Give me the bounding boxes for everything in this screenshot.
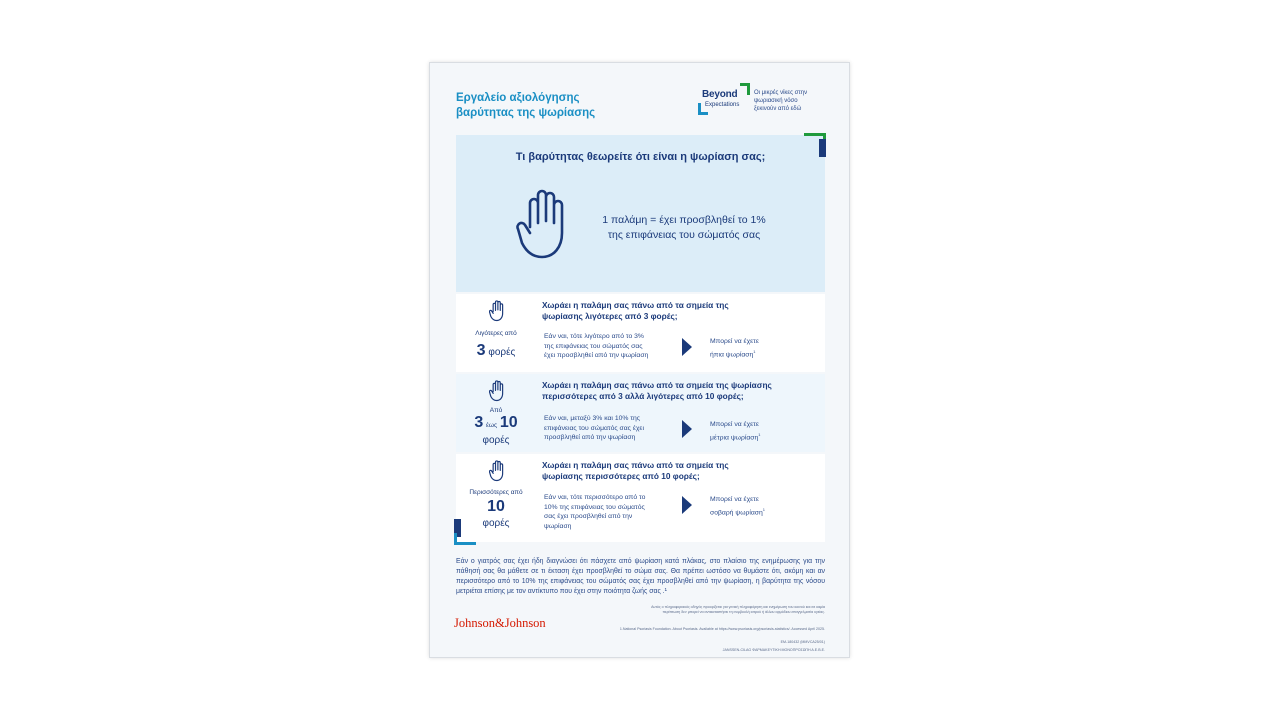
row-label-number-a: 3	[474, 414, 484, 431]
company-address: JANSSEN-CILAG ΦΑΡΜΑΚΕΥΤΙΚΗ ΜΟΝΟΠΡΟΣΩΠΗ Α.Ε.Β.Ε.	[722, 648, 825, 652]
row-label-count	[456, 498, 536, 516]
row-condition-line3: σας έχει προσβληθεί από την	[544, 513, 633, 520]
small-hand-icon	[489, 300, 505, 322]
hero-palm-rule	[584, 213, 784, 243]
row-condition-line3: έχει προσβληθεί από την ψωρίαση	[544, 352, 649, 359]
row-label-small: Από	[489, 407, 503, 414]
row-label-small: Λιγότερες από	[475, 330, 517, 337]
row-condition-line3: προσβληθεί από την ψωρίαση	[544, 434, 636, 441]
row-label-unit: φορές	[482, 518, 510, 529]
brand-tagline-1: Οι μικρές νίκες στην	[754, 90, 808, 96]
row-label-count	[456, 342, 536, 360]
psoriasis-severity-sheet	[429, 62, 850, 658]
document-title-line1: Εργαλείο αξιολόγησης	[456, 92, 580, 104]
row-question-line1: Χωράει η παλάμη σας πάνω από τα σημεία της	[542, 460, 729, 470]
fine-print-line2: περίπτωση δεν μπορεί να αντικαταστήσει τη συμβουλή ιατρού ή άλλου αρμόδιου επαγγελματία υγείας.	[662, 610, 825, 614]
severity-row-moderate	[456, 374, 825, 452]
row-condition	[544, 332, 664, 361]
row-label-number: 3	[476, 342, 486, 359]
row-question	[542, 460, 812, 482]
hero-panel	[456, 135, 825, 292]
row-condition-line2: επιφάνειας του σώματός σας έχει	[544, 424, 644, 432]
row-result-line2: σοβαρή ψωρίαση$^1$	[710, 506, 766, 516]
row-result-line1: Μπορεί να έχετε	[710, 338, 759, 345]
severity-row-severe	[456, 454, 825, 542]
small-hand-icon	[489, 460, 505, 482]
row-condition-line2: 10% της επιφάνειας του σώματός	[544, 503, 645, 511]
row-condition-line2: της επιφάνειας του σώματός σας	[544, 342, 643, 350]
row-label-number-b: 10	[499, 414, 518, 431]
reference-note: 1.National Psoriasis Foundation. About Psoriasis. Available at https://www.psoriasis.org/psoriasis-statistics/. Accessed April 2025.	[619, 627, 825, 631]
brand-tagline	[754, 89, 834, 113]
corner-accent-icon	[804, 133, 826, 157]
row-condition-line4: ψωρίαση	[544, 522, 572, 530]
row-condition	[544, 493, 664, 531]
row-condition	[544, 414, 664, 443]
row-label-number: 10	[487, 498, 505, 515]
hero-question: Τι βαρύτητας θεωρείτε ότι είναι η ψωρίαση σας;	[515, 151, 766, 163]
document-title	[456, 91, 656, 121]
brand-name: Beyond	[702, 89, 738, 100]
row-question	[542, 380, 812, 402]
row-question-line2: ψωρίασης περισσότερες από 10 φορές;	[542, 471, 700, 481]
disclaimer-paragraph: Εάν ο γιατρός σας έχει ήδη διαγνώσει ότι πάσχετε από ψωρίαση κατά πλάκας, στο πλαίσιο της ενημέρωσης για την πάθησή σας θα μάθετε σε τι έκταση έχει προσβληθεί το σώμα σας. Θα πρέπει ωστόσο να θυμάστε ότι, ακόμη και αν περισσότερο από το 10% της επιφάνειας του σώματός σας έχει προσβληθεί από την ψωρίαση, η βαρύτητα της νόσου μετριέται επίσης με τον αντίκτυπο που έχει στην ποιότητα ζωής σας .¹	[456, 558, 825, 595]
row-question-line1: Χωράει η παλάμη σας πάνω από τα σημεία της ψωρίασης	[542, 380, 772, 390]
fine-print-line1: Αυτός ο πληροφοριακός οδηγός προορίζεται για γενική πληροφόρηση και ενημέρωση του κοινού και σε καμία	[651, 605, 825, 609]
row-result-line1: Μπορεί να έχετε	[710, 421, 759, 428]
arrow-right-icon	[682, 338, 692, 356]
arrow-right-icon	[682, 420, 692, 438]
johnson-johnson-logo: Johnson&Johnson	[454, 616, 546, 630]
row-question	[542, 300, 812, 322]
palm-hand-icon	[516, 189, 570, 261]
corner-accent-icon	[454, 519, 476, 545]
hero-line2: της επιφάνειας του σώματός σας	[607, 229, 761, 241]
brand-sub: Expectations	[705, 102, 740, 108]
row-condition-line1: Εάν ναι, τότε λιγότερο από το 3%	[544, 333, 644, 340]
row-condition-line1: Εάν ναι, μεταξύ 3% και 10% της	[544, 415, 641, 422]
small-hand-icon	[489, 380, 505, 402]
row-result-line2: μέτρια ψωρίαση$^1$	[710, 431, 761, 441]
row-question-line2: ψωρίασης λιγότερες από 3 φορές;	[542, 311, 678, 321]
arrow-right-icon	[682, 496, 692, 514]
row-condition-line1: Εάν ναι, τότε περισσότερο από το	[544, 494, 646, 501]
severity-row-mild	[456, 294, 825, 372]
row-question-line1: Χωράει η παλάμη σας πάνω από τα σημεία της	[542, 300, 729, 310]
row-label-unit: φορές	[488, 347, 516, 358]
row-result	[710, 495, 780, 517]
row-label-mid: έως	[486, 422, 498, 429]
row-result	[710, 420, 780, 442]
brand-tagline-2: ψωριασική νόσο	[754, 98, 798, 104]
row-label-count	[456, 414, 536, 432]
row-result-line1: Μπορεί να έχετε	[710, 496, 759, 503]
document-code: EM-180432 (MMVCA25/01)	[780, 640, 825, 644]
hero-line1: 1 παλάμη = έχει προσβληθεί το 1%	[602, 214, 766, 226]
row-result-line2: ήπια ψωρίαση$^1$	[710, 348, 756, 358]
document-title-line2: βαρύτητας της ψωρίασης	[456, 107, 596, 119]
brand-tagline-3: ξεκινούν από εδώ	[754, 106, 802, 112]
row-result	[710, 337, 780, 359]
row-question-line2: περισσότερες από 3 αλλά λιγότερες από 10 φορές;	[542, 391, 744, 401]
row-label-unit: φορές	[482, 435, 510, 446]
row-label-small: Περισσότερες από	[469, 489, 523, 496]
beyond-expectations-logo	[698, 83, 838, 123]
fine-print-disclaimer	[605, 605, 825, 615]
